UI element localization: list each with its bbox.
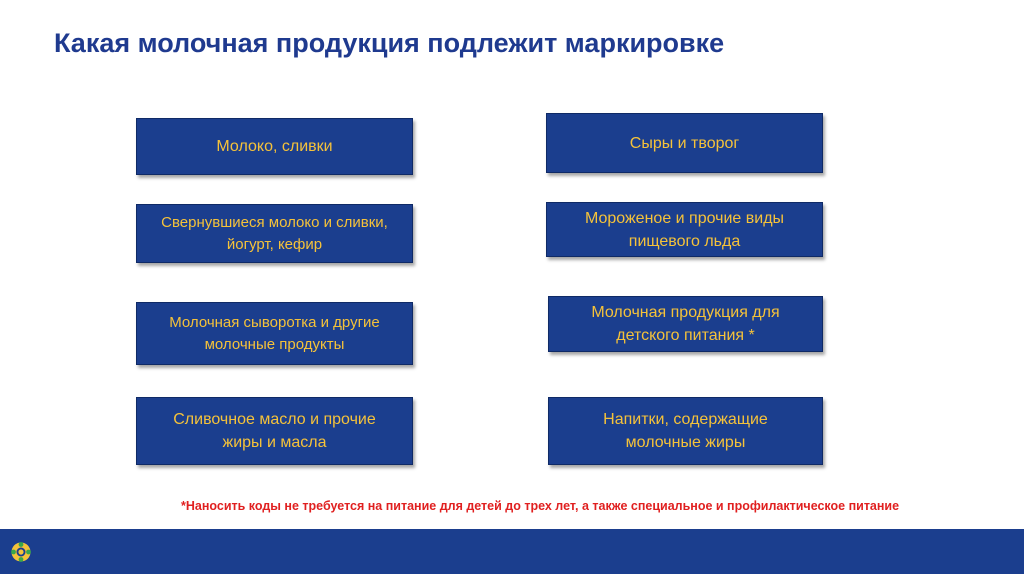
- page-title: Какая молочная продукция подлежит маркировке: [54, 28, 725, 58]
- category-label: Свернувшиеся молоко и сливки,: [161, 213, 388, 231]
- category-whey: [136, 302, 413, 365]
- category-label: Молочная продукция для: [591, 304, 780, 321]
- category-label: пищевого льда: [628, 232, 741, 250]
- category-milk-fat-drinks: [548, 397, 823, 465]
- category-label: Напитки, содержащие: [603, 411, 768, 428]
- category-ice-cream: [546, 202, 823, 257]
- category-label: молочные продукты: [204, 335, 345, 353]
- category-curdled-milk: [136, 204, 413, 263]
- category-baby-food: [548, 296, 823, 352]
- category-butter: [136, 397, 413, 465]
- category-label: Мороженое и прочие виды: [584, 209, 785, 227]
- category-milk-cream: [136, 118, 413, 175]
- sunflower-logo-icon: [10, 541, 32, 563]
- category-label: жиры и масла: [222, 434, 327, 451]
- category-label: йогурт, кефир: [226, 235, 323, 253]
- footnote: *Наносить коды не требуется на питание для детей до трех лет, а также специальное и профилактическое питание: [181, 499, 900, 513]
- category-label: Молоко, сливки: [216, 138, 333, 155]
- category-label: Молочная сыворотка и другие: [169, 313, 380, 331]
- category-label: детского питания *: [616, 327, 755, 344]
- category-label: молочные жиры: [625, 434, 746, 451]
- footer-bar: [0, 529, 1024, 574]
- category-label: Сыры и творог: [629, 134, 740, 152]
- category-label: Сливочное масло и прочие: [173, 411, 376, 428]
- category-cheese: [546, 113, 823, 173]
